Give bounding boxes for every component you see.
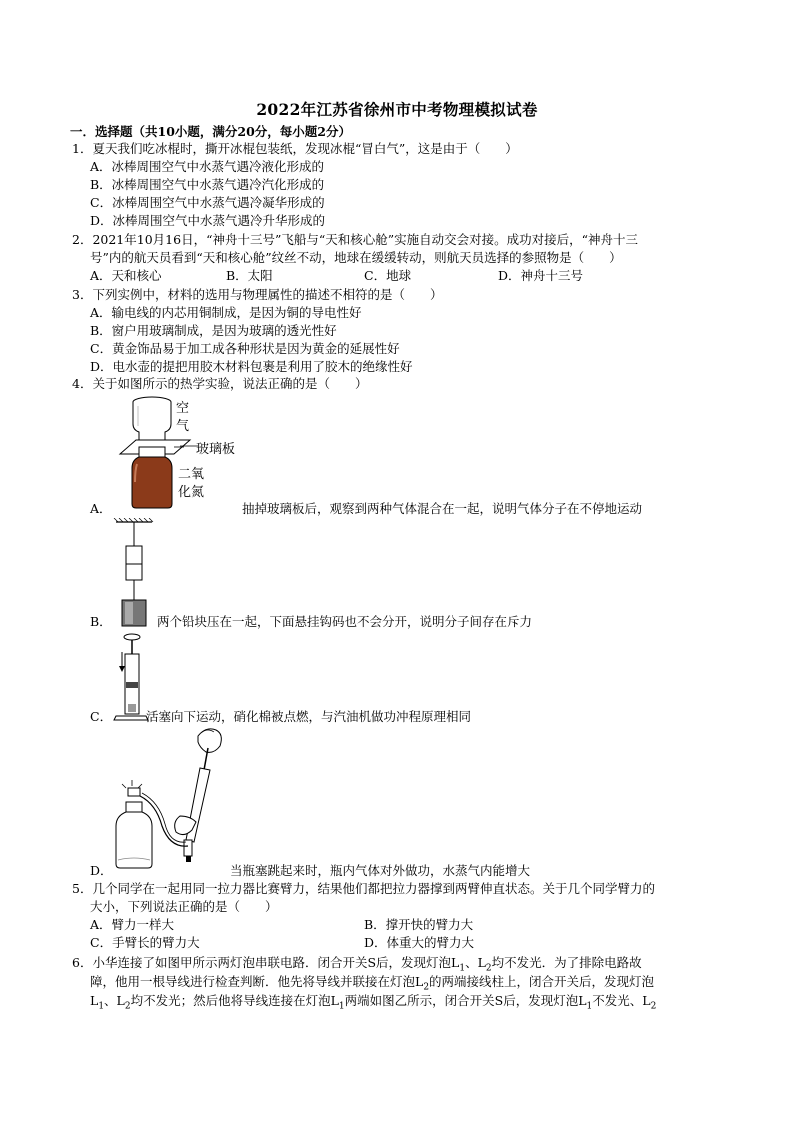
question-6-stem-line-3 [90,992,656,1016]
q6-line1-sub-2: 2 [485,963,492,974]
question-2-stem-line-2: 号”内的航天员看到“天和核心舱”纹丝不动，地球在缓缓转动，则航天员选择的参照物是（ ） [90,250,622,265]
question-4-option-c-text: 活塞向下运动，硝化棉被点燃，与汽油机做功冲程原理相同 [146,709,472,724]
figure-label-no2-2: 化氮 [178,485,205,500]
question-2-option-a[interactable]: A．天和核心 [90,268,162,283]
q6-line3-part-b: 、L [104,993,125,1008]
question-5-option-a[interactable]: A．臂力一样大 [90,917,175,932]
question-1-option-d[interactable]: D．冰棒周围空气中水蒸气遇冷升华形成的 [90,213,326,228]
question-3-option-c[interactable]: C．黄金饰品易于加工成各种形状是因为黄金的延展性好 [90,341,400,356]
q6-line2-part-b: 的两端接线柱上，闭合开关后，发现灯泡 [429,974,655,989]
question-4-option-a-text: 抽掉玻璃板后，观察到两种气体混合在一起，说明气体分子在不停地运动 [242,501,643,516]
q6-line1-part-c: 均不发光．为了排除电路故 [491,955,642,970]
question-5-option-b[interactable]: B．撑开快的臂力大 [364,917,474,932]
q6-line2-sub-1: 2 [423,982,430,993]
q6-line3-sub-5: 2 [650,1001,657,1012]
q6-line3-sub-2: 2 [124,1001,131,1012]
question-4-option-b-text: 两个铅块压在一起，下面悬挂钩码也不会分开，说明分子间存在斥力 [157,614,533,629]
q6-line3-part-c: 均不发光；然后他将导线连接在灯泡L [130,993,339,1008]
question-2-stem-line-1: 2．2021年10月16日，“神舟十三号”飞船与“天和核心舱”实施自动交会对接。成功对接后，“神舟十三 [72,232,639,247]
question-4-option-a-letter[interactable]: A． [90,501,112,516]
q6-line3-part-a: L [90,993,99,1008]
q6-line3-part-d: 两端如图乙所示，闭合开关S后，发现灯泡L [344,993,587,1008]
question-5-option-d[interactable]: D．体重大的臂力大 [364,935,475,950]
question-5-stem-line-2: 大小，下列说法正确的是（ ） [90,899,278,914]
q6-line3-sub-1: 1 [98,1001,105,1012]
question-1-option-a[interactable]: A．冰棒周围空气中水蒸气遇冷液化形成的 [90,159,325,174]
question-5-option-c[interactable]: C．手臂长的臂力大 [90,935,200,950]
q6-line1-part-b: 、L [465,955,486,970]
q6-line3-part-e: 不发光、L [592,993,651,1008]
question-4-option-c-letter[interactable]: C． [90,709,113,724]
question-4-stem: 4．关于如图所示的热学实验，说法正确的是（ ） [72,376,368,391]
q6-line1-sub-1: 1 [459,963,466,974]
section-heading: 一．选择题（共10小题，满分20分，每小题2分） [70,124,351,139]
q6-line1-part-a: 6．小华连接了如图甲所示两灯泡串联电路．闭合开关S后，发现灯泡L [72,955,460,970]
figure-label-no2-1: 二氧 [178,467,205,482]
bottle-pump-figure [110,724,232,874]
question-1-option-b[interactable]: B．冰棒周围空气中水蒸气遇冷汽化形成的 [90,177,325,192]
question-3-option-d[interactable]: D．电水壶的提把用胶木材料包裹是利用了胶木的绝缘性好 [90,359,413,374]
piston-cylinder-figure [112,632,150,722]
figure-label-air-2: 气 [176,419,190,434]
question-4-option-d-text: 当瓶塞跳起来时，瓶内气体对外做功，水蒸气内能增大 [230,863,531,878]
question-2-option-d[interactable]: D．神舟十三号 [498,268,584,283]
question-1-option-c[interactable]: C．冰棒周围空气中水蒸气遇冷凝华形成的 [90,195,325,210]
q6-line2-part-a: 障，他用一根导线进行检查判断．他先将导线并联接在灯泡L [90,974,424,989]
question-4-option-d-letter[interactable]: D． [90,863,113,878]
question-4-option-b-letter[interactable]: B． [90,614,112,629]
figure-label-air-1: 空 [176,401,190,416]
question-2-option-c[interactable]: C．地球 [364,268,412,283]
question-3-option-a[interactable]: A．输电线的内芯用铜制成，是因为铜的导电性好 [90,305,362,320]
question-3-option-b[interactable]: B．窗户用玻璃制成，是因为玻璃的透光性好 [90,323,337,338]
question-3-stem: 3．下列实例中，材料的选用与物理属性的描述不相符的是（ ） [72,287,443,302]
q6-line3-sub-4: 1 [586,1001,593,1012]
lead-blocks-figure [112,518,156,630]
question-5-stem-line-1: 5．几个同学在一起用同一拉力器比赛臂力，结果他们都把拉力器撑到两臂伸直状态。关于几个同学臂力的 [72,881,655,896]
exam-title: 2022年江苏省徐州市中考物理模拟试卷 [256,100,538,119]
q6-line3-sub-3: 1 [338,1001,345,1012]
question-2-option-b[interactable]: B．太阳 [226,268,273,283]
question-1-stem: 1．夏天我们吃冰棍时，撕开冰棍包装纸，发现冰棍“冒白气”，这是由于（ ） [72,141,518,156]
figure-label-glass-plate: 玻璃板 [196,442,236,457]
